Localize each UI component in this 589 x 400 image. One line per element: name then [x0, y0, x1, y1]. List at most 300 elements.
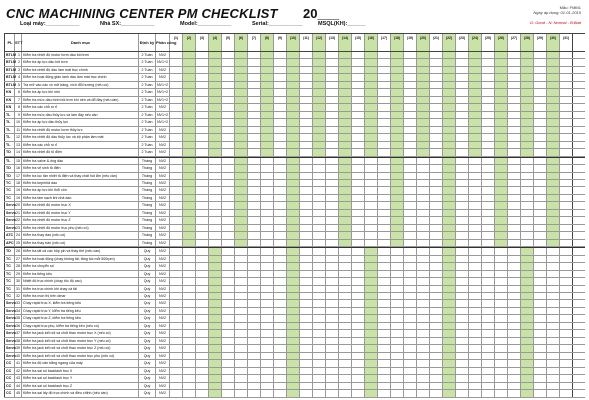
check-cell[interactable]: [339, 195, 352, 201]
check-cell[interactable]: [534, 330, 547, 336]
check-cell[interactable]: [482, 210, 495, 216]
check-cell[interactable]: [534, 315, 547, 321]
check-cell[interactable]: [287, 210, 300, 216]
check-cell[interactable]: [222, 345, 235, 351]
check-cell[interactable]: [352, 256, 365, 262]
check-cell[interactable]: [339, 315, 352, 321]
check-cell[interactable]: [378, 225, 391, 231]
check-cell[interactable]: [287, 149, 300, 155]
check-cell[interactable]: [547, 195, 560, 201]
check-cell[interactable]: [352, 345, 365, 351]
check-cell[interactable]: [339, 173, 352, 179]
check-cell[interactable]: [261, 52, 274, 58]
check-cell[interactable]: [417, 360, 430, 366]
check-cell[interactable]: [326, 271, 339, 277]
check-cell[interactable]: [287, 263, 300, 269]
check-cell[interactable]: [339, 225, 352, 231]
check-cell[interactable]: [378, 165, 391, 171]
check-cell[interactable]: [170, 97, 183, 103]
check-cell[interactable]: [300, 210, 313, 216]
check-cell[interactable]: [469, 202, 482, 208]
check-cell[interactable]: [339, 263, 352, 269]
check-cell[interactable]: [235, 142, 248, 148]
check-cell[interactable]: [274, 315, 287, 321]
check-cell[interactable]: [560, 149, 573, 155]
check-cell[interactable]: [339, 210, 352, 216]
check-cell[interactable]: [482, 308, 495, 314]
check-cell[interactable]: [235, 127, 248, 133]
check-cell[interactable]: [391, 240, 404, 246]
check-cell[interactable]: [560, 158, 573, 164]
check-cell[interactable]: [547, 74, 560, 80]
check-cell[interactable]: [534, 82, 547, 88]
check-cell[interactable]: [274, 271, 287, 277]
check-cell[interactable]: [456, 278, 469, 284]
check-cell[interactable]: [469, 256, 482, 262]
check-cell[interactable]: [508, 300, 521, 306]
check-cell[interactable]: [339, 165, 352, 171]
check-cell[interactable]: [547, 375, 560, 381]
check-cell[interactable]: [508, 142, 521, 148]
check-cell[interactable]: [326, 134, 339, 140]
check-cell[interactable]: [287, 345, 300, 351]
check-cell[interactable]: [417, 158, 430, 164]
check-cell[interactable]: [534, 112, 547, 118]
check-cell[interactable]: [365, 225, 378, 231]
check-cell[interactable]: [378, 127, 391, 133]
check-cell[interactable]: [469, 390, 482, 396]
check-cell[interactable]: [170, 112, 183, 118]
check-cell[interactable]: [495, 59, 508, 65]
check-cell[interactable]: [274, 217, 287, 223]
check-cell[interactable]: [352, 142, 365, 148]
check-cell[interactable]: [521, 293, 534, 299]
check-cell[interactable]: [170, 240, 183, 246]
check-cell[interactable]: [196, 240, 209, 246]
check-cell[interactable]: [521, 286, 534, 292]
check-cell[interactable]: [560, 248, 573, 254]
check-cell[interactable]: [339, 187, 352, 193]
check-cell[interactable]: [300, 293, 313, 299]
check-cell[interactable]: [261, 165, 274, 171]
check-cell[interactable]: [495, 232, 508, 238]
check-cell[interactable]: [300, 375, 313, 381]
check-cell[interactable]: [456, 240, 469, 246]
check-cell[interactable]: [196, 217, 209, 223]
check-cell[interactable]: [404, 323, 417, 329]
check-cell[interactable]: [339, 217, 352, 223]
check-cell[interactable]: [482, 97, 495, 103]
check-cell[interactable]: [508, 165, 521, 171]
check-cell[interactable]: [508, 180, 521, 186]
check-cell[interactable]: [417, 217, 430, 223]
check-cell[interactable]: [352, 217, 365, 223]
check-cell[interactable]: [261, 390, 274, 396]
check-cell[interactable]: [482, 202, 495, 208]
check-cell[interactable]: [547, 165, 560, 171]
check-cell[interactable]: [482, 345, 495, 351]
check-cell[interactable]: [261, 142, 274, 148]
check-cell[interactable]: [560, 338, 573, 344]
check-cell[interactable]: [261, 74, 274, 80]
check-cell[interactable]: [261, 360, 274, 366]
check-cell[interactable]: [274, 338, 287, 344]
check-cell[interactable]: [248, 119, 261, 125]
check-cell[interactable]: [391, 300, 404, 306]
check-cell[interactable]: [430, 256, 443, 262]
check-cell[interactable]: [417, 149, 430, 155]
check-cell[interactable]: [547, 59, 560, 65]
check-cell[interactable]: [365, 353, 378, 359]
check-cell[interactable]: [326, 248, 339, 254]
check-cell[interactable]: [313, 202, 326, 208]
check-cell[interactable]: [508, 308, 521, 314]
check-cell[interactable]: [313, 353, 326, 359]
check-cell[interactable]: [443, 293, 456, 299]
check-cell[interactable]: [430, 271, 443, 277]
check-cell[interactable]: [235, 308, 248, 314]
check-cell[interactable]: [443, 195, 456, 201]
check-cell[interactable]: [443, 165, 456, 171]
check-cell[interactable]: [209, 52, 222, 58]
check-cell[interactable]: [430, 278, 443, 284]
check-cell[interactable]: [508, 225, 521, 231]
check-cell[interactable]: [183, 210, 196, 216]
check-cell[interactable]: [547, 248, 560, 254]
check-cell[interactable]: [274, 248, 287, 254]
check-cell[interactable]: [365, 187, 378, 193]
check-cell[interactable]: [521, 263, 534, 269]
check-cell[interactable]: [482, 67, 495, 73]
check-cell[interactable]: [365, 300, 378, 306]
check-cell[interactable]: [209, 360, 222, 366]
check-cell[interactable]: [443, 202, 456, 208]
check-cell[interactable]: [196, 225, 209, 231]
check-cell[interactable]: [469, 210, 482, 216]
check-cell[interactable]: [404, 278, 417, 284]
check-cell[interactable]: [183, 330, 196, 336]
check-cell[interactable]: [235, 225, 248, 231]
check-cell[interactable]: [274, 202, 287, 208]
check-cell[interactable]: [469, 345, 482, 351]
check-cell[interactable]: [365, 308, 378, 314]
check-cell[interactable]: [391, 89, 404, 95]
check-cell[interactable]: [313, 173, 326, 179]
check-cell[interactable]: [560, 187, 573, 193]
check-cell[interactable]: [391, 345, 404, 351]
check-cell[interactable]: [235, 375, 248, 381]
check-cell[interactable]: [560, 278, 573, 284]
check-cell[interactable]: [534, 202, 547, 208]
check-cell[interactable]: [326, 97, 339, 103]
check-cell[interactable]: [313, 263, 326, 269]
check-cell[interactable]: [443, 52, 456, 58]
check-cell[interactable]: [209, 74, 222, 80]
check-cell[interactable]: [508, 195, 521, 201]
check-cell[interactable]: [443, 149, 456, 155]
check-cell[interactable]: [313, 119, 326, 125]
check-cell[interactable]: [482, 104, 495, 110]
check-cell[interactable]: [196, 368, 209, 374]
check-cell[interactable]: [313, 89, 326, 95]
check-cell[interactable]: [534, 338, 547, 344]
check-cell[interactable]: [469, 67, 482, 73]
check-cell[interactable]: [352, 278, 365, 284]
check-cell[interactable]: [352, 263, 365, 269]
check-cell[interactable]: [482, 256, 495, 262]
check-cell[interactable]: [391, 187, 404, 193]
check-cell[interactable]: [365, 271, 378, 277]
check-cell[interactable]: [495, 165, 508, 171]
check-cell[interactable]: [443, 82, 456, 88]
check-cell[interactable]: [378, 195, 391, 201]
check-cell[interactable]: [430, 263, 443, 269]
check-cell[interactable]: [456, 293, 469, 299]
check-cell[interactable]: [300, 74, 313, 80]
check-cell[interactable]: [248, 187, 261, 193]
check-cell[interactable]: [248, 390, 261, 396]
check-cell[interactable]: [209, 308, 222, 314]
check-cell[interactable]: [222, 338, 235, 344]
check-cell[interactable]: [404, 286, 417, 292]
check-cell[interactable]: [391, 375, 404, 381]
check-cell[interactable]: [196, 286, 209, 292]
check-cell[interactable]: [456, 158, 469, 164]
check-cell[interactable]: [560, 263, 573, 269]
check-cell[interactable]: [248, 112, 261, 118]
check-cell[interactable]: [521, 142, 534, 148]
check-cell[interactable]: [313, 293, 326, 299]
check-cell[interactable]: [326, 286, 339, 292]
check-cell[interactable]: [495, 368, 508, 374]
check-cell[interactable]: [404, 112, 417, 118]
check-cell[interactable]: [560, 74, 573, 80]
check-cell[interactable]: [456, 104, 469, 110]
check-cell[interactable]: [404, 158, 417, 164]
check-cell[interactable]: [248, 134, 261, 140]
check-cell[interactable]: [404, 232, 417, 238]
check-cell[interactable]: [196, 195, 209, 201]
check-cell[interactable]: [313, 286, 326, 292]
check-cell[interactable]: [378, 134, 391, 140]
check-cell[interactable]: [378, 293, 391, 299]
check-cell[interactable]: [274, 97, 287, 103]
check-cell[interactable]: [378, 82, 391, 88]
check-cell[interactable]: [430, 165, 443, 171]
check-cell[interactable]: [430, 383, 443, 389]
check-cell[interactable]: [521, 390, 534, 396]
check-cell[interactable]: [443, 112, 456, 118]
check-cell[interactable]: [456, 330, 469, 336]
check-cell[interactable]: [300, 59, 313, 65]
check-cell[interactable]: [274, 52, 287, 58]
check-cell[interactable]: [482, 59, 495, 65]
check-cell[interactable]: [482, 89, 495, 95]
serial-field[interactable]: Serial:___________: [252, 21, 303, 27]
check-cell[interactable]: [508, 383, 521, 389]
check-cell[interactable]: [469, 375, 482, 381]
check-cell[interactable]: [534, 210, 547, 216]
check-cell[interactable]: [482, 271, 495, 277]
check-cell[interactable]: [430, 142, 443, 148]
check-cell[interactable]: [274, 127, 287, 133]
check-cell[interactable]: [313, 338, 326, 344]
check-cell[interactable]: [183, 345, 196, 351]
check-cell[interactable]: [313, 158, 326, 164]
check-cell[interactable]: [417, 345, 430, 351]
check-cell[interactable]: [495, 82, 508, 88]
check-cell[interactable]: [443, 271, 456, 277]
check-cell[interactable]: [508, 271, 521, 277]
check-cell[interactable]: [456, 368, 469, 374]
check-cell[interactable]: [417, 278, 430, 284]
check-cell[interactable]: [560, 112, 573, 118]
check-cell[interactable]: [547, 52, 560, 58]
check-cell[interactable]: [456, 345, 469, 351]
check-cell[interactable]: [313, 300, 326, 306]
check-cell[interactable]: [404, 149, 417, 155]
check-cell[interactable]: [209, 89, 222, 95]
check-cell[interactable]: [417, 323, 430, 329]
check-cell[interactable]: [430, 158, 443, 164]
check-cell[interactable]: [313, 278, 326, 284]
check-cell[interactable]: [222, 383, 235, 389]
check-cell[interactable]: [183, 232, 196, 238]
check-cell[interactable]: [508, 286, 521, 292]
check-cell[interactable]: [430, 338, 443, 344]
check-cell[interactable]: [391, 286, 404, 292]
check-cell[interactable]: [261, 195, 274, 201]
check-cell[interactable]: [443, 158, 456, 164]
check-cell[interactable]: [365, 142, 378, 148]
check-cell[interactable]: [326, 89, 339, 95]
check-cell[interactable]: [469, 232, 482, 238]
check-cell[interactable]: [222, 315, 235, 321]
check-cell[interactable]: [248, 104, 261, 110]
check-cell[interactable]: [196, 89, 209, 95]
check-cell[interactable]: [196, 97, 209, 103]
check-cell[interactable]: [404, 240, 417, 246]
check-cell[interactable]: [248, 248, 261, 254]
check-cell[interactable]: [326, 323, 339, 329]
check-cell[interactable]: [261, 97, 274, 103]
check-cell[interactable]: [378, 67, 391, 73]
check-cell[interactable]: [534, 390, 547, 396]
check-cell[interactable]: [547, 308, 560, 314]
check-cell[interactable]: [534, 232, 547, 238]
check-cell[interactable]: [183, 158, 196, 164]
check-cell[interactable]: [547, 278, 560, 284]
check-cell[interactable]: [326, 187, 339, 193]
check-cell[interactable]: [547, 345, 560, 351]
check-cell[interactable]: [547, 225, 560, 231]
check-cell[interactable]: [443, 248, 456, 254]
check-cell[interactable]: [261, 300, 274, 306]
check-cell[interactable]: [456, 308, 469, 314]
check-cell[interactable]: [235, 286, 248, 292]
check-cell[interactable]: [352, 271, 365, 277]
check-cell[interactable]: [313, 112, 326, 118]
check-cell[interactable]: [404, 104, 417, 110]
check-cell[interactable]: [222, 263, 235, 269]
msql-field[interactable]: MSQL(KH):______: [318, 21, 366, 27]
check-cell[interactable]: [248, 256, 261, 262]
check-cell[interactable]: [534, 345, 547, 351]
check-cell[interactable]: [560, 256, 573, 262]
check-cell[interactable]: [326, 217, 339, 223]
check-cell[interactable]: [547, 180, 560, 186]
check-cell[interactable]: [482, 375, 495, 381]
check-cell[interactable]: [326, 338, 339, 344]
check-cell[interactable]: [521, 127, 534, 133]
check-cell[interactable]: [560, 300, 573, 306]
check-cell[interactable]: [547, 293, 560, 299]
check-cell[interactable]: [287, 173, 300, 179]
check-cell[interactable]: [391, 202, 404, 208]
check-cell[interactable]: [209, 271, 222, 277]
check-cell[interactable]: [196, 180, 209, 186]
check-cell[interactable]: [482, 173, 495, 179]
check-cell[interactable]: [287, 308, 300, 314]
check-cell[interactable]: [469, 383, 482, 389]
check-cell[interactable]: [495, 271, 508, 277]
check-cell[interactable]: [287, 368, 300, 374]
check-cell[interactable]: [261, 345, 274, 351]
check-cell[interactable]: [378, 248, 391, 254]
check-cell[interactable]: [391, 232, 404, 238]
check-cell[interactable]: [495, 210, 508, 216]
check-cell[interactable]: [170, 300, 183, 306]
check-cell[interactable]: [560, 330, 573, 336]
check-cell[interactable]: [170, 360, 183, 366]
check-cell[interactable]: [482, 353, 495, 359]
check-cell[interactable]: [222, 173, 235, 179]
check-cell[interactable]: [339, 232, 352, 238]
check-cell[interactable]: [170, 217, 183, 223]
check-cell[interactable]: [222, 256, 235, 262]
check-cell[interactable]: [456, 134, 469, 140]
check-cell[interactable]: [495, 195, 508, 201]
check-cell[interactable]: [547, 210, 560, 216]
check-cell[interactable]: [417, 134, 430, 140]
check-cell[interactable]: [456, 202, 469, 208]
check-cell[interactable]: [352, 104, 365, 110]
check-cell[interactable]: [300, 338, 313, 344]
check-cell[interactable]: [560, 240, 573, 246]
check-cell[interactable]: [183, 360, 196, 366]
check-cell[interactable]: [274, 278, 287, 284]
check-cell[interactable]: [235, 195, 248, 201]
check-cell[interactable]: [170, 67, 183, 73]
check-cell[interactable]: [456, 112, 469, 118]
check-cell[interactable]: [183, 323, 196, 329]
check-cell[interactable]: [391, 217, 404, 223]
check-cell[interactable]: [235, 74, 248, 80]
check-cell[interactable]: [209, 142, 222, 148]
check-cell[interactable]: [482, 248, 495, 254]
check-cell[interactable]: [170, 82, 183, 88]
check-cell[interactable]: [378, 263, 391, 269]
check-cell[interactable]: [196, 142, 209, 148]
check-cell[interactable]: [235, 248, 248, 254]
check-cell[interactable]: [170, 225, 183, 231]
check-cell[interactable]: [508, 232, 521, 238]
check-cell[interactable]: [508, 158, 521, 164]
check-cell[interactable]: [183, 248, 196, 254]
check-cell[interactable]: [248, 52, 261, 58]
check-cell[interactable]: [235, 52, 248, 58]
check-cell[interactable]: [430, 315, 443, 321]
